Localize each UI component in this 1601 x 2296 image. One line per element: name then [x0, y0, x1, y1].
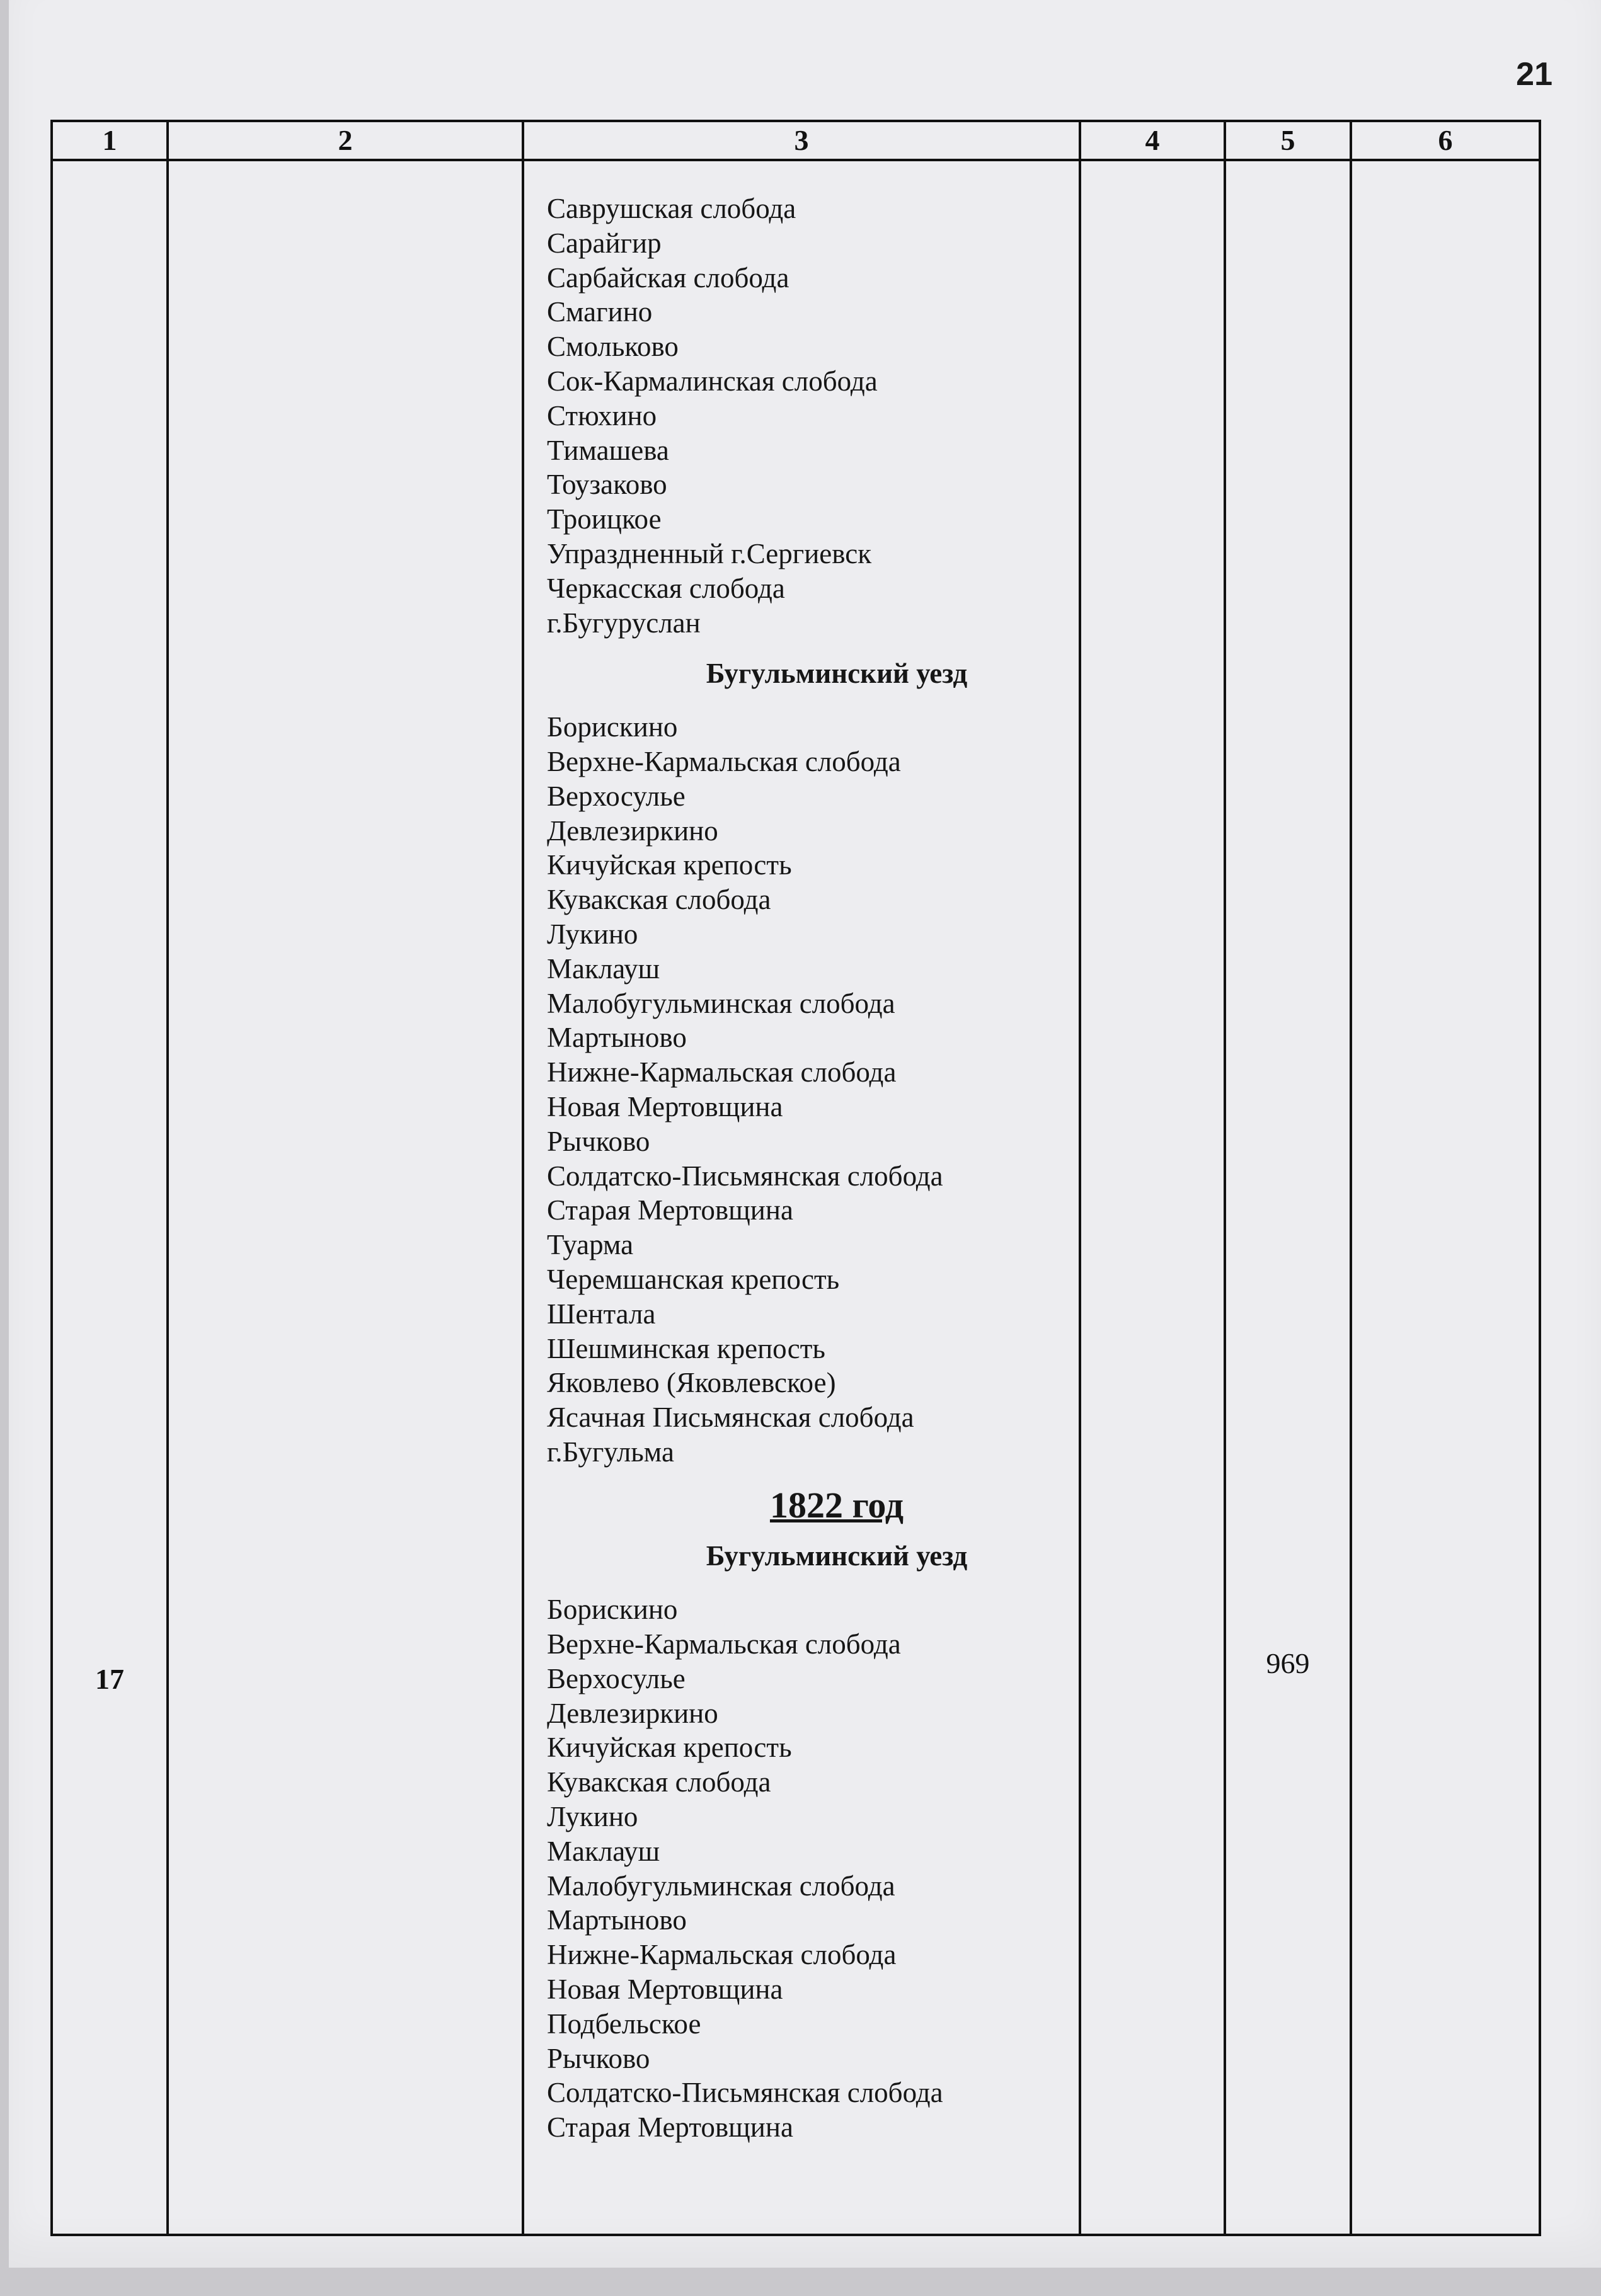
list-item: Лукино [547, 1801, 638, 1833]
list-item: Нижне-Кармальская слобода [547, 1939, 897, 1971]
settlement-list [547, 191, 1101, 2145]
list-item: Маклауш [547, 1835, 660, 1867]
list-item: Сарбайская слобода [547, 261, 789, 294]
header-col-3: 3 [794, 124, 809, 156]
list-item: Верхосулье [547, 780, 686, 812]
list-item: Черкасская слобода [547, 572, 785, 604]
header-col-1: 1 [102, 124, 117, 156]
list-item: Троицкое [547, 503, 662, 535]
column-divider [1224, 122, 1226, 2234]
list-item: Яковлево (Яковлевское) [547, 1367, 836, 1399]
document-page [9, 0, 1601, 2268]
header-col-6: 6 [1438, 124, 1453, 156]
list-item: Сок-Кармалинская слобода [547, 365, 878, 397]
table-header-row [53, 122, 1539, 161]
list-item: Старая Мертовщина [547, 1194, 793, 1226]
list-item: Борискино [547, 711, 678, 743]
list-item: Шентала [547, 1298, 656, 1330]
column-divider [522, 122, 524, 2234]
list-item: Тимашева [547, 434, 669, 466]
list-item: Малобугульминская слобода [547, 987, 895, 1019]
list-item: Нижне-Кармальская слобода [547, 1056, 897, 1088]
list-item: Черемшанская крепость [547, 1263, 840, 1295]
list-item: Новая Мертовщина [547, 1090, 783, 1122]
column-divider [166, 122, 169, 2234]
list-item: Мартыново [547, 1904, 687, 1936]
list-item: Рычково [547, 1125, 650, 1157]
list-item: Верхне-Кармальская слобода [547, 745, 901, 777]
year-heading: 1822 год [769, 1484, 904, 1526]
list-item: Старая Мертовщина [547, 2111, 793, 2144]
list-item: Кичуйская крепость [547, 1732, 792, 1764]
list-item: Верхне-Кармальская слобода [547, 1628, 901, 1660]
page-number: 21 [1516, 56, 1552, 93]
header-col-2: 2 [338, 124, 353, 156]
list-item: г.Бугульма [547, 1436, 674, 1468]
header-col-4: 4 [1145, 124, 1160, 156]
list-item: Упраздненный г.Сергиевск [547, 537, 872, 569]
district-heading: Бугульминский уезд [706, 658, 968, 690]
list-item: г.Бугуруслан [547, 607, 701, 639]
list-item: Рычково [547, 2042, 650, 2074]
list-item: Кичуйская крепость [547, 849, 792, 881]
list-item: Девлезиркино [547, 814, 718, 847]
district-heading: Бугульминский уезд [706, 1540, 968, 1572]
list-item: Девлезиркино [547, 1697, 718, 1729]
list-item: Ясачная Письмянская слобода [547, 1402, 914, 1434]
list-item: Стюхино [547, 399, 657, 431]
list-item: Новая Мертовщина [547, 1973, 783, 2006]
column-divider [1350, 122, 1352, 2234]
list-item: Саврушская слобода [547, 193, 796, 224]
list-item: Солдатско-Письмянская слобода [547, 2077, 943, 2109]
list-item: Мартыново [547, 1022, 687, 1054]
list-item: Тоузаково [547, 469, 667, 501]
row-number: 17 [95, 1663, 124, 1695]
list-item: Маклауш [547, 952, 660, 985]
list-item: Смольково [547, 331, 679, 363]
list-item: Туарма [547, 1229, 634, 1261]
list-item: Подбельское [547, 2008, 701, 2040]
list-item: Кувакская слобода [547, 1766, 771, 1798]
list-item: Кувакская слобода [547, 884, 771, 916]
col5-value: 969 [1266, 1647, 1310, 1679]
list-item: Солдатско-Письмянская слобода [547, 1160, 943, 1192]
list-item: Борискино [547, 1594, 678, 1626]
list-item: Малобугульминская слобода [547, 1870, 895, 1902]
list-item: Сарайгир [547, 227, 662, 259]
list-item: Шешминская крепость [547, 1332, 825, 1364]
list-item: Смагино [547, 296, 653, 328]
list-item: Лукино [547, 918, 638, 950]
list-item: Верхосулье [547, 1662, 686, 1694]
header-col-5: 5 [1280, 124, 1295, 156]
archive-table [50, 120, 1541, 2236]
